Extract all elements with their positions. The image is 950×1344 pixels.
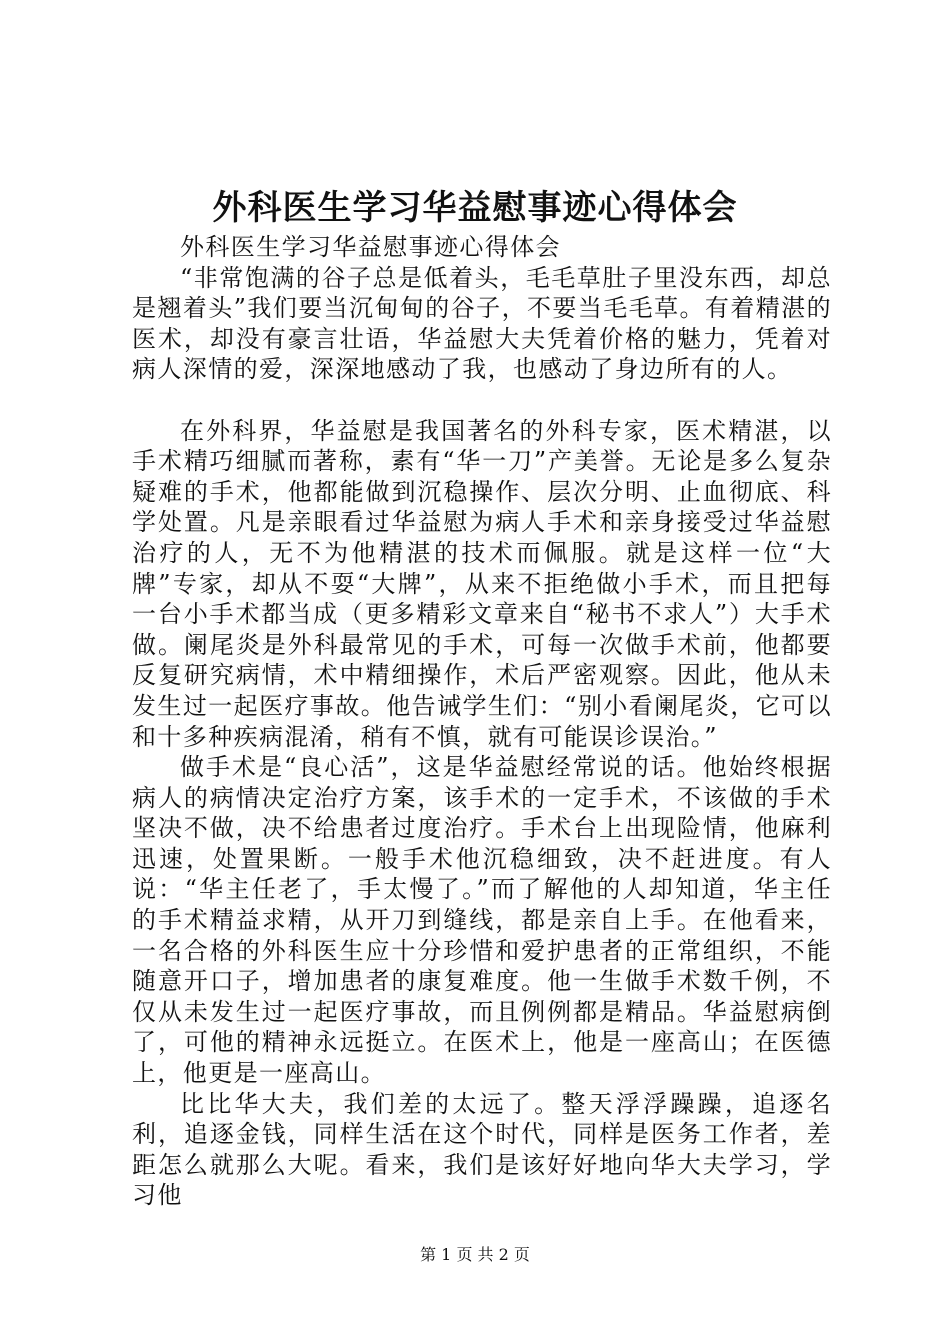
- document-body: [132, 232, 832, 1211]
- paragraph-intro: “非常饱满的谷子总是低着头，毛毛草肚子里没东西，却总是翘着头”我们要当沉甸甸的谷子，不要当毛毛草。有着精湛的医术，却没有豪言壮语，华益慰大夫凭着价格的魅力，凭着对病人深情的爱，深深地感动了我，也感动了身边所有的人。: [132, 263, 832, 384]
- paragraph-surgery-skill: 在外科界，华益慰是我国著名的外科专家，医术精湛，以手术精巧细腻而著称，素有“华一刀”产美誉。无论是多么复杂疑难的手术，他都能做到沉稳操作、层次分明、止血彻底、科学处置。凡是亲眼看过华益慰为病人手术和亲身接受过华益慰治疗的人，无不为他精湛的技术而佩服。就是这样一位“大牌”专家，却从不耍“大牌”，从来不拒绝做小手术，而且把每一台小手术都当成（更多精彩文章来自“秘书不求人”）大手术做。阑尾炎是外科最常见的手术，可每一次做手术前，他都要反复研究病情，术中精细操作，术后严密观察。因此，他从未发生过一起医疗事故。他告诫学生们：“别小看阑尾炎，它可以和十多种疾病混淆，稍有不慎，就有可能误诊误治。”: [132, 416, 832, 751]
- page-number-footer: 第 1 页 共 2 页: [420, 1245, 530, 1264]
- paragraph-comparison: 比比华大夫，我们差的太远了。整天浮浮躁躁，追逐名利，追逐金钱，同样生活在这个时代，同样是医务工作者，差距怎么就那么大呢。看来，我们是该好好地向华大夫学习，学习他: [132, 1089, 832, 1210]
- paragraph-conscience: 做手术是“良心活”，这是华益慰经常说的话。他始终根据病人的病情决定治疗方案，该手术的一定手术，不该做的手术坚决不做，决不给患者过度治疗。手术台上出现险情，他麻利迅速，处置果断。一般手术他沉稳细致，决不赶进度。有人说：“华主任老了，手太慢了。”而了解他的人却知道，华主任的手术精益求精，从开刀到缝线，都是亲自上手。在他看来，一名合格的外科医生应十分珍惜和爱护患者的正常组织，不能随意开口子，增加患者的康复难度。他一生做手术数千例，不仅从未发生过一起医疗事故，而且例例都是精品。华益慰病倒了，可他的精神永远挺立。在医术上，他是一座高山；在医德上，他更是一座高山。: [132, 753, 832, 1088]
- paragraph-subtitle: 外科医生学习华益慰事迹心得体会: [180, 233, 561, 261]
- document-title: 外科医生学习华益慰事迹心得体会: [212, 188, 738, 228]
